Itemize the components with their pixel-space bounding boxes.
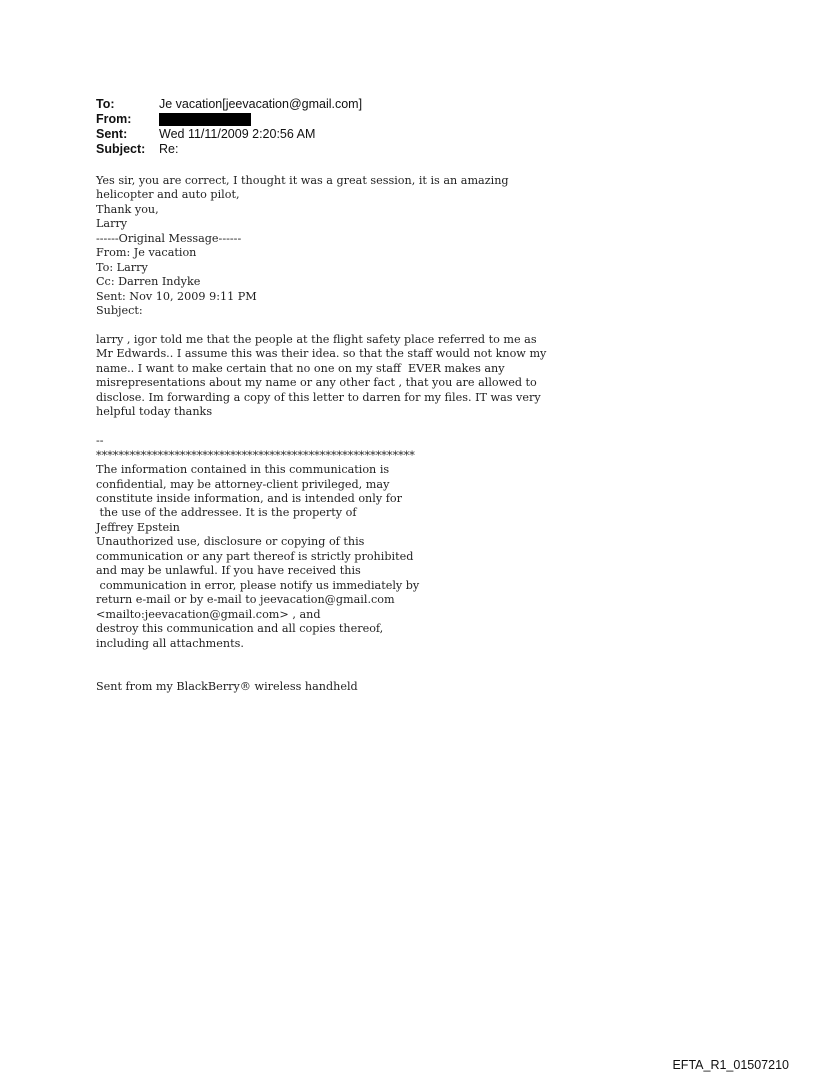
subject-value: Re: (159, 142, 179, 156)
header-row-subject (96, 142, 362, 157)
to-value: Je vacation[jeevacation@gmail.com] (159, 97, 363, 111)
from-label: From: (96, 112, 132, 126)
sent-value: Wed 11/11/2009 2:20:56 AM (159, 127, 316, 141)
sent-label: Sent: (96, 127, 128, 141)
header-row-to (96, 97, 362, 112)
header-row-sent (96, 127, 362, 142)
redaction-box (159, 113, 251, 126)
subject-label: Subject: (96, 142, 146, 156)
document-id-stamp: EFTA_R1_01507210 (672, 1058, 789, 1072)
to-label: To: (96, 97, 115, 111)
header-row-from (96, 112, 362, 127)
email-body-text: Yes sir, you are correct, I thought it was a great session, it is an amazing helicopter and auto pilot, Thank you, Larry ------Original Message------ From: Je vacation To: Larry Cc: Darren Indyke Sent: Nov 10, 2009 9:11 PM Subject: larry , igor told me that the people at the flight safety place referred to me as Mr Edwards.. I assume this was their idea. so that the staff would not know my name.. I want to make certain that no one on my staff EVER makes any misrepresentations about my name or any other fact , that you are allowed to disclose. Im forwarding a copy of this letter to darren for my files. IT was very helpful today thanks -- ********************************************************* The information contained in this communication is confidential, may be attorney-client privileged, may constitute inside information, and is intended only for the use of the addressee. It is the property of Jeffrey Epstein Unauthorized use, disclosure or copying of this communication or any part thereof is strictly prohibited and may be unlawful. If you have received this communication in error, please notify us immediately by return e-mail or by e-mail to jeevacation@gmail.com <mailto:jeevacation@gmail.com> , and destroy this communication and all copies thereof, including all attachments. Sent from my BlackBerry® wireless handheld (96, 174, 547, 693)
email-header-block (96, 97, 362, 157)
